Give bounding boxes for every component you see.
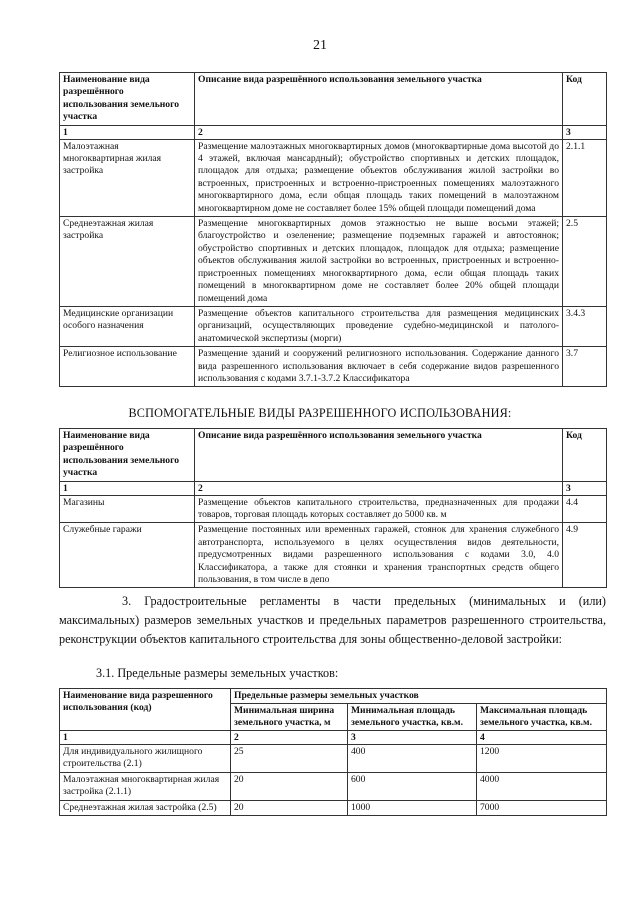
max-area-value: 4000 [477, 772, 607, 800]
use-code: 4.9 [563, 523, 607, 588]
use-code: 3.4.3 [563, 306, 607, 346]
column-number: 4 [477, 731, 607, 745]
column-header-code: Код [563, 73, 607, 126]
min-width-value: 25 [231, 745, 348, 773]
page-number: 21 [313, 38, 327, 53]
table-row [60, 495, 607, 523]
table-row [60, 523, 607, 588]
column-number: 3 [348, 731, 477, 745]
min-area-value: 1000 [348, 800, 477, 815]
use-name: Малоэтажная многоквартирная жилая застройка [60, 139, 195, 216]
table-row [60, 139, 607, 216]
use-description: Размещение зданий и сооружений религиозного использования. Содержание данного вида разрешенного использования включает в себя содержание видов разрешенного использования с кодами 3.7.1-3.7.2 Классификатора [195, 347, 563, 387]
column-header-description: Описание вида разрешённого использования земельного участка [195, 73, 563, 126]
subsection-heading: 3.1. Предельные размеры земельных участков: [96, 666, 339, 680]
use-name: Магазины [60, 495, 195, 523]
use-name: Среднеэтажная жилая застройка (2.5) [60, 800, 231, 815]
max-area-value: 7000 [477, 800, 607, 815]
use-name: Малоэтажная многоквартирная жилая застройка (2.1.1) [60, 772, 231, 800]
column-number: 3 [563, 125, 607, 139]
column-header-name: Наименование вида разрешённого использования земельного участка [60, 429, 195, 482]
use-name: Медицинские организации особого назначения [60, 306, 195, 346]
table-row [60, 800, 607, 815]
use-name: Для индивидуального жилищного строительства (2.1) [60, 745, 231, 773]
min-width-value: 20 [231, 800, 348, 815]
column-number: 2 [231, 731, 348, 745]
min-area-value: 600 [348, 772, 477, 800]
column-header-code: Код [563, 429, 607, 482]
use-name: Среднеэтажная жилая застройка [60, 217, 195, 307]
column-number: 1 [60, 731, 231, 745]
column-header-name: Наименование вида разрешенного использования (код) [60, 689, 231, 731]
regulations-paragraph: 3. Градостроительные регламенты в части предельных (минимальных и (или) максимальных) размеров земельных участков и предельных параметров разрешенного строительства, реконструкции объектов капитального строительства для зоны общественно-деловой застройки: [59, 594, 606, 646]
column-header-max-area: Максимальная площадь земельного участка, кв.м. [477, 704, 607, 731]
use-description: Размещение объектов капитального строительства для размещения медицинских организаций, осуществляющих проведение судебно-медицинской и патолого-анатомической экспертизы (морги) [195, 306, 563, 346]
use-description: Размещение малоэтажных многоквартирных домов (многоквартирные дома высотой до 4 этажей, включая мансардный); обустройство спортивных и детских площадок, площадок для отдыха; размещение объектов обслуживания жилой застройки во встроенных, пристроенных и встроенно-пристроенных помещениях малоэтажного многоквартирного дома, если общая площадь таких помещений в малоэтажном многоквартирном доме не составляет более 15% общей площади помещений дома [195, 139, 563, 216]
use-code: 3.7 [563, 347, 607, 387]
use-description: Размещение объектов капитального строительства, предназначенных для продажи товаров, торговая площадь которых составляет до 5000 кв. м [195, 495, 563, 523]
use-description: Размещение многоквартирных домов этажностью не выше восьми этажей; благоустройство и озеленение; размещение подземных гаражей и автостоянок; обустройство спортивных и детских площадок, площадок для отдыха; размещение объектов обслуживания жилой застройки во встроенных, пристроенных и встроенно-пристроенных помещениях многоквартирного дома, если общая площадь таких помещений в многоквартирном доме не составляет более 20% общей площади помещений дома [195, 217, 563, 307]
min-area-value: 400 [348, 745, 477, 773]
column-group-header: Предельные размеры земельных участков [231, 689, 607, 704]
use-code: 2.5 [563, 217, 607, 307]
auxiliary-uses-heading: ВСПОМОГАТЕЛЬНЫЕ ВИДЫ РАЗРЕШЕННОГО ИСПОЛЬЗОВАНИЯ: [128, 406, 512, 420]
column-header-description: Описание вида разрешённого использования земельного участка [195, 429, 563, 482]
permitted-uses-table [59, 72, 607, 387]
auxiliary-uses-table [59, 428, 607, 588]
column-number: 3 [563, 481, 607, 495]
use-code: 2.1.1 [563, 139, 607, 216]
column-number: 1 [60, 125, 195, 139]
column-number: 2 [195, 125, 563, 139]
table-row [60, 347, 607, 387]
table-row [60, 772, 607, 800]
table-row [60, 745, 607, 773]
use-description: Размещение постоянных или временных гаражей, стоянок для хранения служебного автотранспорта, используемого в целях осуществления видов деятельности, предусмотренных видами разрешенного использования с кодами 3.0, 4.0 Классификатора, а также для стоянки и хранения транспортных средств общего пользования, в том числе в депо [195, 523, 563, 588]
use-name: Религиозное использование [60, 347, 195, 387]
column-number: 1 [60, 481, 195, 495]
column-header-min-area: Минимальная площадь земельного участка, кв.м. [348, 704, 477, 731]
column-header-name: Наименование вида разрешённого использования земельного участка [60, 73, 195, 126]
plot-size-table [59, 688, 607, 816]
use-code: 4.4 [563, 495, 607, 523]
column-number: 2 [195, 481, 563, 495]
column-header-min-width: Минимальная ширина земельного участка, м [231, 704, 348, 731]
table-row [60, 306, 607, 346]
max-area-value: 1200 [477, 745, 607, 773]
min-width-value: 20 [231, 772, 348, 800]
use-name: Служебные гаражи [60, 523, 195, 588]
table-row [60, 217, 607, 307]
